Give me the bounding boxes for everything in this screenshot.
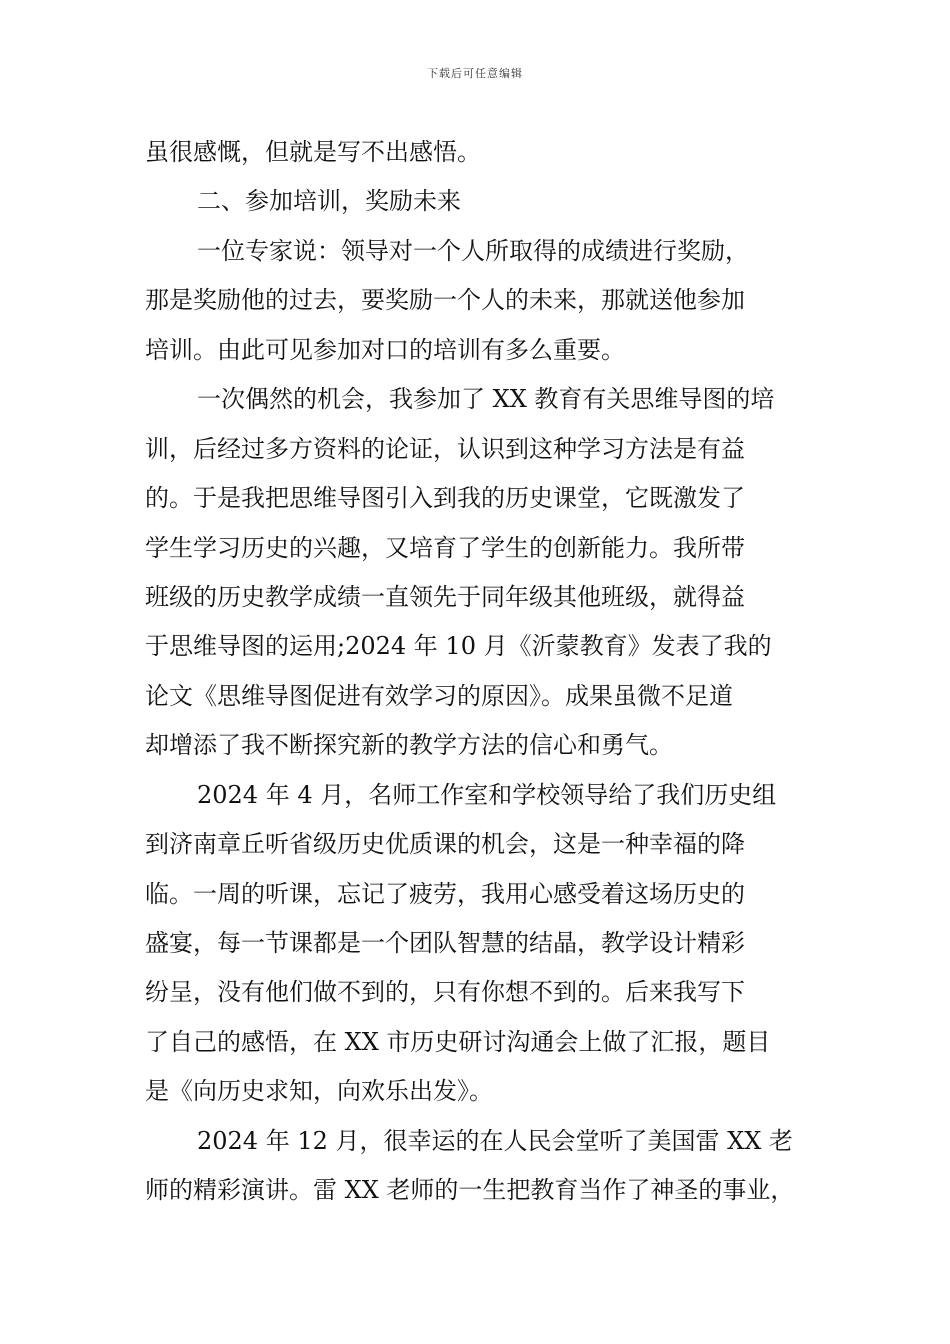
page-header-note: 下载后可任意编辑 <box>427 67 523 80</box>
section-heading: 二、参加培训，奖励未来 <box>197 187 461 216</box>
text-line: 一次偶然的机会，我参加了 XX 教育有关思维导图的培 <box>197 385 775 414</box>
text-line: 到济南章丘听省级历史优质课的机会，这是一种幸福的降 <box>145 830 745 859</box>
text-line: 是《向历史求知，向欢乐出发》。 <box>145 1077 493 1106</box>
text-line: 虽很感慨，但就是写不出感悟。 <box>145 138 481 166</box>
text-line: 训，后经过多方资料的论证，认识到这种学习方法是有益 <box>145 434 745 463</box>
text-line: 却增添了我不断探究新的教学方法的信心和勇气。 <box>145 731 673 760</box>
text-line: 师的精彩演讲。雷 XX 老师的一生把教育当作了神圣的事业， <box>145 1176 795 1205</box>
document-body <box>145 128 815 1216</box>
text-line: 论文《思维导图促进有效学习的原因》。成果虽微不足道 <box>145 681 733 710</box>
text-line: 那是奖励他的过去，要奖励一个人的未来，那就送他参加 <box>145 286 745 315</box>
text-line: 培训。由此可见参加对口的培训有多么重要。 <box>145 335 625 364</box>
text-line: 的。于是我把思维导图引入到我的历史课堂，它既激发了 <box>145 484 745 513</box>
text-line: 纷呈，没有他们做不到的，只有你想不到的。后来我写下 <box>145 978 745 1007</box>
text-line: 2024 年 4 月，名师工作室和学校领导给了我们历史组 <box>197 780 777 809</box>
text-line: 临。一周的听课，忘记了疲劳，我用心感受着这场历史的 <box>145 879 745 908</box>
text-line: 学生学习历史的兴趣，又培育了学生的创新能力。我所带 <box>145 533 745 562</box>
text-line: 2024 年 12 月，很幸运的在人民会堂听了美国雷 XX 老 <box>197 1126 793 1155</box>
text-line: 一位专家说：领导对一个人所取得的成绩进行奖励， <box>197 236 749 265</box>
text-line: 盛宴，每一节课都是一个团队智慧的结晶，教学设计精彩 <box>145 929 745 957</box>
text-line: 于思维导图的运用;2024 年 10 月《沂蒙教育》发表了我的 <box>145 632 772 661</box>
text-line: 了自己的感悟，在 XX 市历史研讨沟通会上做了汇报，题目 <box>145 1027 771 1056</box>
text-line: 班级的历史教学成绩一直领先于同年级其他班级，就得益 <box>145 582 745 611</box>
